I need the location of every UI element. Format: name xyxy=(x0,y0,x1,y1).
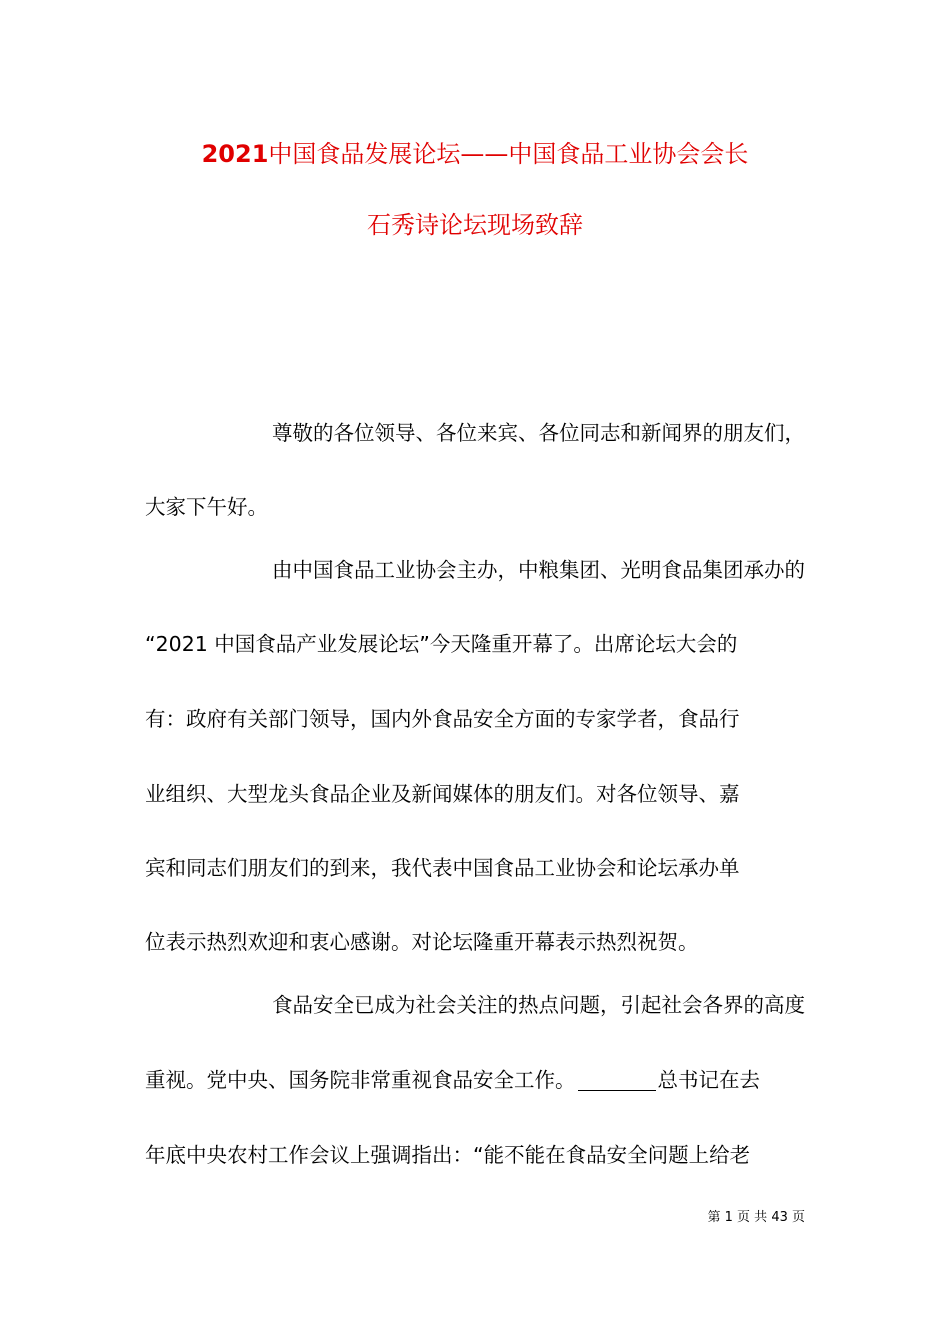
paragraph-2-line-2: “2021 中国食品产业发展论坛”今天隆重开幕了。出席论坛大会的 xyxy=(145,632,738,656)
paragraph-3-line-2-text: 重视。党中央、国务院非常重视食品安全工作。 xyxy=(145,1068,576,1092)
paragraph-1-line-1: 尊敬的各位领导、各位来宾、各位同志和新闻界的朋友们， xyxy=(272,421,805,445)
paragraph-2-line-5: 宾和同志们朋友们的到来，我代表中国食品工业协会和论坛承办单 xyxy=(145,856,740,880)
paragraph-2-line-3: 有：政府有关部门领导，国内外食品安全方面的专家学者，食品行 xyxy=(145,707,740,731)
paragraph-1-line-2: 大家下午好。 xyxy=(145,495,268,519)
title-text-1: 中国食品发展论坛——中国食品工业协会会长 xyxy=(268,140,749,168)
paragraph-2-line-4: 业组织、大型龙头食品企业及新闻媒体的朋友们。对各位领导、嘉 xyxy=(145,782,740,806)
paragraph-3-line-2 xyxy=(145,1065,805,1095)
paragraph-3-line-3: 年底中央农村工作会议上强调指出：“能不能在食品安全问题上给老 xyxy=(145,1143,751,1167)
paragraph-2-line-1: 由中国食品工业协会主办，中粮集团、光明食品集团承办的 xyxy=(272,558,805,582)
paragraph-3-line-2-tail: 总书记在去 xyxy=(657,1068,760,1092)
document-title-line-2: 石秀诗论坛现场致辞 xyxy=(367,211,583,239)
document-title-line-1 xyxy=(0,138,950,170)
paragraph-2-line-6: 位表示热烈欢迎和衷心感谢。对论坛隆重开幕表示热烈祝贺。 xyxy=(145,930,699,954)
paragraph-3-line-1: 食品安全已成为社会关注的热点问题，引起社会各界的高度 xyxy=(272,993,805,1017)
redacted-name-blank xyxy=(578,1068,656,1091)
page-number-footer: 第 1 页 共 43 页 xyxy=(707,1210,805,1225)
title-year: 2021 xyxy=(201,140,269,168)
